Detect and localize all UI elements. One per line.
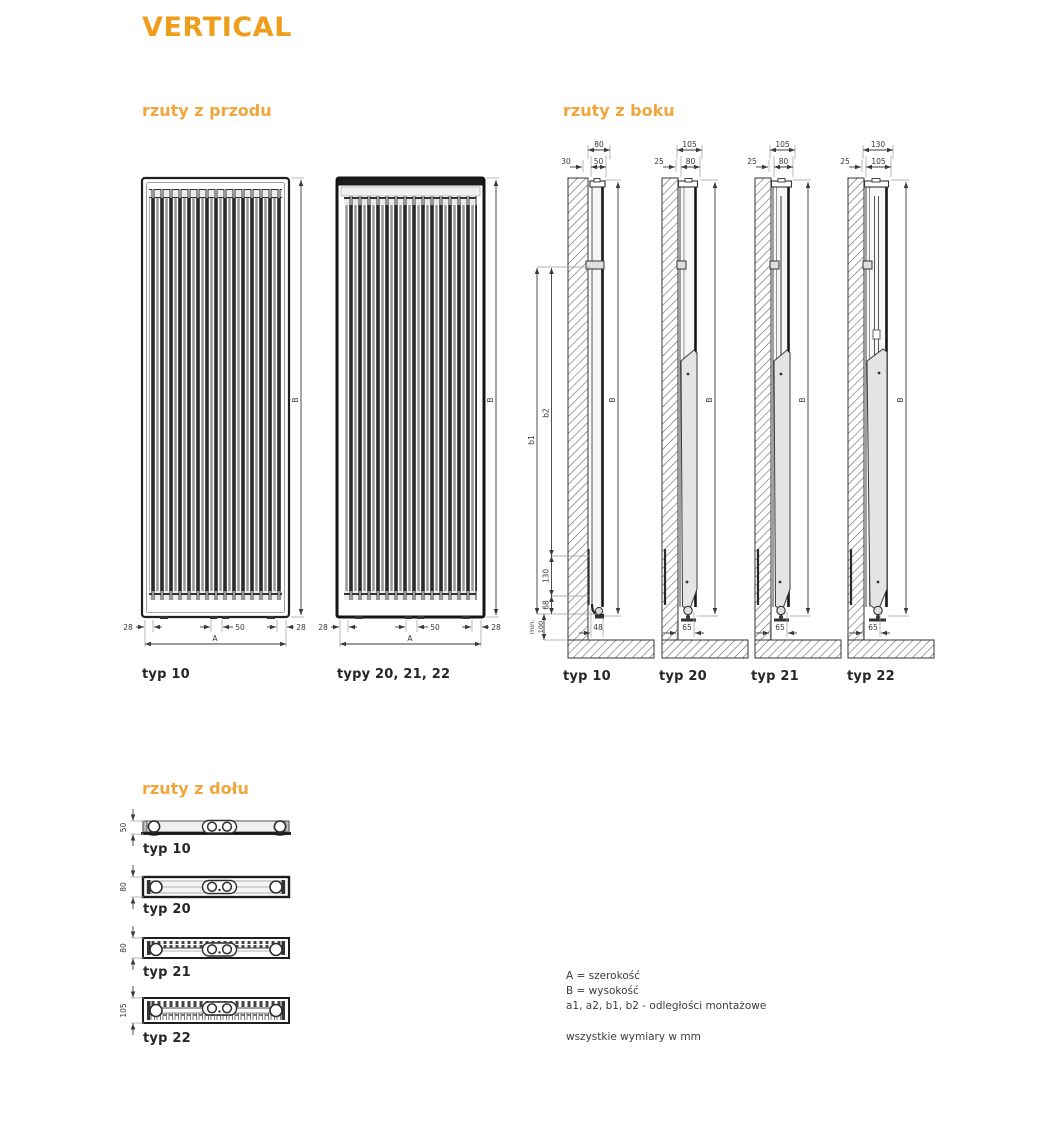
connection-boss — [274, 821, 285, 832]
dim-label-100: 100 — [537, 620, 545, 634]
floor-hatch — [568, 640, 654, 658]
fin-bottom-caps — [344, 591, 477, 600]
side-view-typ21-drawing — [747, 140, 841, 658]
legend-block — [566, 969, 766, 1045]
floor-hatch — [848, 640, 934, 658]
dim-label-depth-total: 80 — [594, 140, 604, 149]
front-view-typ20-21-22-drawing — [318, 178, 501, 647]
dim-label-height: B — [896, 397, 905, 403]
dim-label-panel-depth: 105 — [871, 157, 886, 166]
fin-top-caps — [344, 196, 477, 205]
dim-label-depth: 105 — [119, 1003, 128, 1018]
side-view-typ21-label: typ 21 — [751, 669, 799, 684]
bottom-view-typ10-label: typ 10 — [143, 842, 191, 857]
side-cover-panel — [774, 350, 790, 611]
dim-label-center: 50 — [430, 623, 440, 632]
front-view-typ10-drawing — [123, 178, 306, 647]
dim-label-depth: 80 — [119, 943, 128, 953]
dim-label-conn: 65 — [682, 623, 692, 632]
bottom-view-typ22-label: typ 22 — [143, 1031, 191, 1046]
vertical-fins — [149, 198, 282, 591]
section-heading-bottom: rzuty z dołu — [142, 779, 249, 798]
connection-boss — [270, 944, 282, 956]
dim-label-right: 28 — [491, 623, 501, 632]
dim-label-right: 28 — [296, 623, 306, 632]
dim-label-68: 68 — [541, 600, 551, 610]
connection-boss — [150, 1005, 162, 1017]
dim-label-conn: 65 — [775, 623, 785, 632]
dim-label-depth: 80 — [119, 882, 128, 892]
side-view-typ22-drawing — [840, 140, 934, 658]
connection-boss — [150, 881, 162, 893]
dim-label-center: 50 — [235, 623, 245, 632]
fin-top-caps — [149, 189, 282, 198]
bottom-view-typ21-drawing — [119, 926, 289, 970]
floor-hatch — [662, 640, 748, 658]
section-heading-side: rzuty z boku — [563, 101, 675, 120]
wall-bracket — [677, 261, 686, 269]
wall-bracket — [770, 261, 779, 269]
dim-label-width: A — [407, 634, 413, 643]
floor-hatch — [755, 640, 841, 658]
wall-bracket — [586, 261, 604, 269]
side-cover-panel — [681, 350, 697, 611]
dim-label-left: 28 — [318, 623, 328, 632]
bottom-view-typ22-drawing — [119, 986, 289, 1035]
dim-label-130: 130 — [541, 568, 551, 584]
bottom-view-typ20-label: typ 20 — [143, 902, 191, 917]
fin-bottom-caps — [149, 591, 282, 600]
bottom-view-typ10-drawing — [119, 809, 291, 846]
dim-label-depth: 50 — [119, 822, 128, 833]
dim-label-height: B — [486, 397, 495, 403]
front-view-typ10-label: typ 10 — [142, 667, 190, 682]
legend-units-note: wszystkie wymiary w mm — [566, 1031, 701, 1043]
dim-label-wall-offset: 25 — [654, 157, 664, 166]
connection-boss — [148, 821, 159, 832]
page-title: VERTICAL — [142, 12, 293, 43]
dim-label-height: B — [608, 397, 617, 403]
front-view-typ20-21-22-label: typy 20, 21, 22 — [337, 667, 451, 682]
legend-mounting-definition: a1, a2, b1, b2 - odległości montażowe — [566, 1000, 767, 1012]
dim-label-wall-offset: 30 — [561, 157, 571, 166]
side-view-typ10-label: typ 10 — [563, 669, 611, 684]
legend-height-definition: B = wysokość — [566, 985, 639, 997]
section-heading-front: rzuty z przodu — [142, 101, 272, 120]
dim-label-height: B — [291, 397, 300, 403]
dim-label-wall-offset: 25 — [747, 157, 757, 166]
dim-label-height: B — [705, 397, 714, 403]
dim-label-depth-total: 130 — [870, 140, 886, 149]
side-view-typ20-drawing — [654, 140, 748, 658]
legend-width-definition: A = szerokość — [566, 970, 640, 982]
dim-label-width: A — [212, 634, 218, 643]
wall-bracket — [863, 261, 872, 269]
bottom-view-typ21-label: typ 21 — [143, 965, 191, 980]
side-view-typ22-label: typ 22 — [847, 669, 895, 684]
wall-hatch — [568, 178, 588, 640]
connection-boss — [270, 881, 282, 893]
dim-label-wall-offset: 25 — [840, 157, 850, 166]
dim-label-panel-depth: 80 — [685, 157, 696, 166]
dim-label-depth-total: 105 — [775, 140, 790, 149]
connection-boss — [270, 1005, 282, 1017]
dim-label-conn: 65 — [868, 623, 878, 632]
vertical-fins — [344, 205, 477, 591]
dim-label-panel-depth: 80 — [778, 157, 789, 166]
dim-label-left: 28 — [123, 623, 133, 632]
dim-label-height: B — [798, 397, 807, 403]
side-view-typ10-drawing — [527, 140, 654, 658]
dim-label-min: min. — [528, 619, 536, 635]
dim-label-conn: 48 — [593, 623, 603, 632]
dim-label-depth-total: 105 — [682, 140, 697, 149]
side-view-typ20-label: typ 20 — [659, 669, 707, 684]
dim-label-panel-depth: 50 — [593, 157, 604, 166]
side-cover-panel — [867, 349, 887, 611]
connection-boss — [150, 944, 162, 956]
dim-label-b2: b2 — [541, 408, 551, 418]
dim-label-b1: b1 — [527, 435, 536, 445]
